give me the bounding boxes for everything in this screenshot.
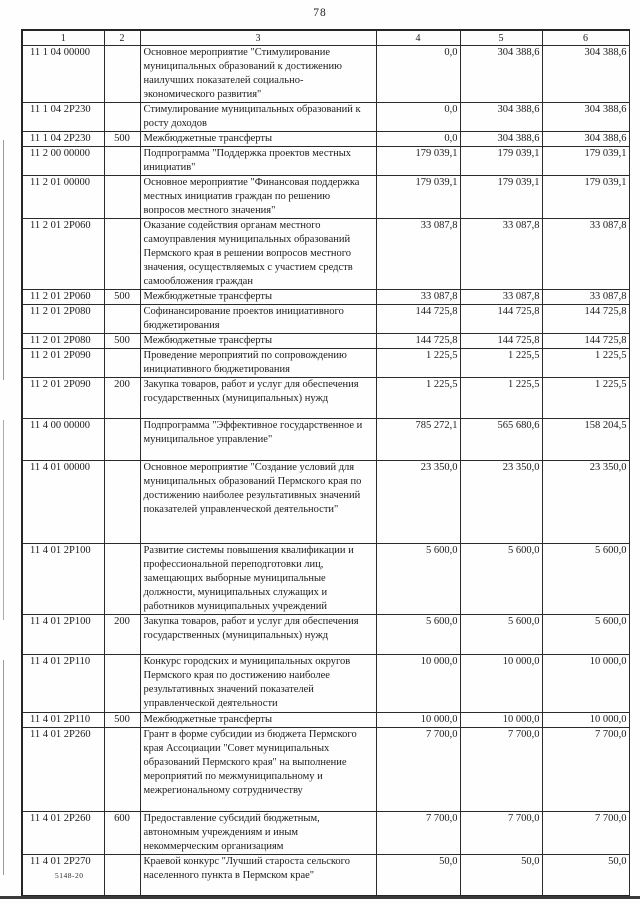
row-value-cell: 1 225,5 (542, 349, 629, 378)
table-row (22, 615, 629, 655)
row-name-cell: Стимулирование муниципальных образований к росту доходов (140, 103, 376, 132)
row-value-cell: 5 600,0 (460, 615, 542, 655)
row-type-cell: 600 (104, 812, 140, 855)
row-value-cell: 7 700,0 (542, 812, 629, 855)
table-header (22, 30, 629, 46)
row-type-cell (104, 655, 140, 713)
row-type-cell (104, 544, 140, 615)
row-name-cell: Межбюджетные трансферты (140, 713, 376, 728)
row-name-cell: Подпрограмма "Поддержка проектов местных инициатив" (140, 147, 376, 176)
column-header: 5 (460, 30, 542, 46)
row-value-cell: 0,0 (376, 132, 460, 147)
row-name-cell: Основное мероприятие "Стимулирование муниципальных образований к достижению наилучших показателей социально-экономического развития" (140, 46, 376, 103)
row-value-cell: 33 087,8 (542, 219, 629, 290)
row-type-cell (104, 305, 140, 334)
row-name-cell: Конкурс городских и муниципальных округов Пермского края по достижению наиболее результативных значений показателей управленческой деятельности (140, 655, 376, 713)
row-value-cell: 33 087,8 (460, 219, 542, 290)
table-row (22, 378, 629, 419)
row-value-cell: 179 039,1 (542, 176, 629, 219)
column-header: 3 (140, 30, 376, 46)
row-code-cell: 11 1 04 00000 (22, 46, 104, 103)
budget-table (21, 29, 630, 897)
row-code-cell: 11 4 01 2Р100 (22, 615, 104, 655)
table-row (22, 349, 629, 378)
row-value-cell: 1 225,5 (460, 378, 542, 419)
row-value-cell: 23 350,0 (460, 461, 542, 544)
row-value-cell: 304 388,6 (542, 132, 629, 147)
row-value-cell: 33 087,8 (542, 290, 629, 305)
row-value-cell: 158 204,5 (542, 419, 629, 461)
page-number: 78 (313, 7, 327, 19)
row-value-cell: 5 600,0 (376, 544, 460, 615)
row-name-cell: Грант в форме субсидии из бюджета Пермского края Ассоциации "Совет муниципальных образований Пермского края" на выполнение мероприятий по межмуниципальному и межрегиональному сотрудничеству (140, 728, 376, 812)
table-row (22, 290, 629, 305)
row-value-cell: 144 725,8 (542, 334, 629, 349)
row-value-cell: 179 039,1 (460, 147, 542, 176)
table-row (22, 46, 629, 103)
row-value-cell: 10 000,0 (542, 655, 629, 713)
row-value-cell: 7 700,0 (376, 728, 460, 812)
table-row (22, 176, 629, 219)
row-value-cell: 23 350,0 (542, 461, 629, 544)
scan-edge-line (0, 896, 640, 899)
row-type-cell: 500 (104, 713, 140, 728)
row-code-cell: 11 2 01 2Р090 (22, 378, 104, 419)
table-row (22, 305, 629, 334)
row-name-cell: Межбюджетные трансферты (140, 290, 376, 305)
table-row (22, 812, 629, 855)
row-value-cell: 50,0 (460, 855, 542, 896)
row-code-cell: 11 4 01 2Р110 (22, 655, 104, 713)
column-header: 1 (22, 30, 104, 46)
row-value-cell: 33 087,8 (376, 290, 460, 305)
table-row (22, 544, 629, 615)
row-value-cell: 785 272,1 (376, 419, 460, 461)
row-type-cell (104, 419, 140, 461)
row-name-cell: Основное мероприятие "Финансовая поддержка местных инициатив граждан по решению вопросов местного значения" (140, 176, 376, 219)
row-code-cell: 11 2 01 2Р060 (22, 290, 104, 305)
table-header-row (22, 30, 629, 46)
row-value-cell: 304 388,6 (460, 46, 542, 103)
row-value-cell: 179 039,1 (542, 147, 629, 176)
row-value-cell: 5 600,0 (542, 544, 629, 615)
row-name-cell: Межбюджетные трансферты (140, 132, 376, 147)
row-value-cell: 304 388,6 (460, 103, 542, 132)
row-type-cell (104, 176, 140, 219)
row-name-cell: Краевой конкурс "Лучший староста сельского населенного пункта в Пермском крае" (140, 855, 376, 896)
row-name-cell: Межбюджетные трансферты (140, 334, 376, 349)
scan-artifact-line (3, 420, 4, 620)
row-name-cell: Закупка товаров, работ и услуг для обеспечения государственных (муниципальных) нужд (140, 378, 376, 419)
row-name-cell: Оказание содействия органам местного самоуправления муниципальных образований Пермского края в решении вопросов местного значения, осуществляемых с участием средств самообложения граждан (140, 219, 376, 290)
column-header: 6 (542, 30, 629, 46)
row-code-cell: 11 4 01 2Р270 (22, 855, 104, 896)
row-type-cell (104, 728, 140, 812)
column-header: 4 (376, 30, 460, 46)
row-name-cell: Закупка товаров, работ и услуг для обеспечения государственных (муниципальных) нужд (140, 615, 376, 655)
row-value-cell: 144 725,8 (542, 305, 629, 334)
row-type-cell (104, 46, 140, 103)
row-type-cell (104, 855, 140, 896)
row-type-cell (104, 461, 140, 544)
row-type-cell (104, 147, 140, 176)
row-type-cell (104, 349, 140, 378)
row-code-cell: 11 2 01 2Р060 (22, 219, 104, 290)
row-name-cell: Подпрограмма "Эффективное государственное и муниципальное управление" (140, 419, 376, 461)
row-code-cell: 11 2 01 2Р080 (22, 305, 104, 334)
row-code-cell: 11 2 01 2Р080 (22, 334, 104, 349)
column-header: 2 (104, 30, 140, 46)
scan-artifact-line (3, 660, 4, 875)
table-row (22, 713, 629, 728)
table-row (22, 103, 629, 132)
table-row (22, 334, 629, 349)
row-value-cell: 144 725,8 (376, 334, 460, 349)
row-type-cell (104, 219, 140, 290)
row-name-cell: Предоставление субсидий бюджетным, автономным учреждениям и иным некоммерческим организациям (140, 812, 376, 855)
row-value-cell: 179 039,1 (460, 176, 542, 219)
row-code-cell: 11 1 04 2Р230 (22, 132, 104, 147)
row-value-cell: 50,0 (542, 855, 629, 896)
row-value-cell: 5 600,0 (460, 544, 542, 615)
row-value-cell: 1 225,5 (376, 349, 460, 378)
row-value-cell: 179 039,1 (376, 176, 460, 219)
row-code-cell: 11 1 04 2Р230 (22, 103, 104, 132)
row-value-cell: 144 725,8 (460, 334, 542, 349)
table-row (22, 419, 629, 461)
row-value-cell: 5 600,0 (376, 615, 460, 655)
row-code-cell: 11 4 01 2Р260 (22, 812, 104, 855)
row-code-cell: 11 2 01 00000 (22, 176, 104, 219)
row-code-cell: 11 2 01 2Р090 (22, 349, 104, 378)
row-name-cell: Проведение мероприятий по сопровождению инициативного бюджетирования (140, 349, 376, 378)
row-name-cell: Основное мероприятие "Создание условий для муниципальных образований Пермского края по достижению наиболее результативных значений показателей управленческой деятельности" (140, 461, 376, 544)
row-value-cell: 1 225,5 (376, 378, 460, 419)
table-row (22, 655, 629, 713)
row-value-cell: 10 000,0 (460, 713, 542, 728)
row-type-cell: 500 (104, 334, 140, 349)
row-type-cell: 500 (104, 132, 140, 147)
row-value-cell: 50,0 (376, 855, 460, 896)
row-value-cell: 0,0 (376, 46, 460, 103)
row-value-cell: 304 388,6 (460, 132, 542, 147)
table-row (22, 147, 629, 176)
table-row (22, 461, 629, 544)
row-value-cell: 565 680,6 (460, 419, 542, 461)
table-row (22, 219, 629, 290)
row-value-cell: 304 388,6 (542, 46, 629, 103)
row-value-cell: 7 700,0 (542, 728, 629, 812)
row-value-cell: 144 725,8 (376, 305, 460, 334)
row-value-cell: 10 000,0 (376, 655, 460, 713)
row-value-cell: 33 087,8 (460, 290, 542, 305)
row-name-cell: Развитие системы повышения квалификации и профессиональной переподготовки лиц, замещающих выборные муниципальные должности, муниципальных служащих и работников муниципальных учреждений (140, 544, 376, 615)
row-value-cell: 10 000,0 (376, 713, 460, 728)
row-value-cell: 23 350,0 (376, 461, 460, 544)
row-value-cell: 7 700,0 (376, 812, 460, 855)
row-value-cell: 10 000,0 (460, 655, 542, 713)
row-code-cell: 11 4 01 2Р260 (22, 728, 104, 812)
row-code-cell: 11 2 00 00000 (22, 147, 104, 176)
table-row (22, 728, 629, 812)
print-order-code: 5148-20 (55, 871, 84, 880)
row-type-cell: 200 (104, 378, 140, 419)
row-value-cell: 5 600,0 (542, 615, 629, 655)
row-value-cell: 7 700,0 (460, 812, 542, 855)
row-value-cell: 1 225,5 (542, 378, 629, 419)
row-type-cell (104, 103, 140, 132)
row-type-cell: 500 (104, 290, 140, 305)
row-value-cell: 10 000,0 (542, 713, 629, 728)
row-value-cell: 33 087,8 (376, 219, 460, 290)
row-value-cell: 179 039,1 (376, 147, 460, 176)
scan-artifact-line (3, 140, 4, 380)
row-value-cell: 1 225,5 (460, 349, 542, 378)
row-name-cell: Софинансирование проектов инициативного бюджетирования (140, 305, 376, 334)
row-code-cell: 11 4 01 2Р100 (22, 544, 104, 615)
table-row (22, 132, 629, 147)
row-value-cell: 0,0 (376, 103, 460, 132)
table-row (22, 855, 629, 896)
row-code-cell: 11 4 00 00000 (22, 419, 104, 461)
row-code-cell: 11 4 01 00000 (22, 461, 104, 544)
row-type-cell: 200 (104, 615, 140, 655)
row-value-cell: 7 700,0 (460, 728, 542, 812)
row-code-cell: 11 4 01 2Р110 (22, 713, 104, 728)
row-value-cell: 144 725,8 (460, 305, 542, 334)
row-value-cell: 304 388,6 (542, 103, 629, 132)
